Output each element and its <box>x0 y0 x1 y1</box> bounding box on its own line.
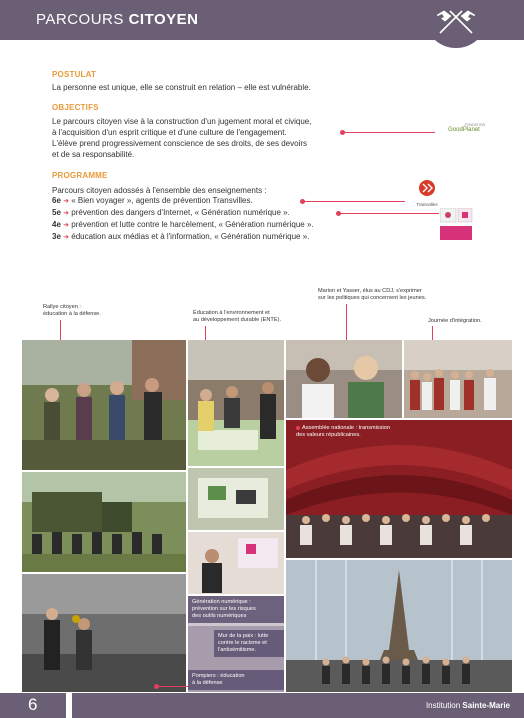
connector-line <box>343 132 435 133</box>
caption-cdj: Marion et Yasser, élus au CDJ, s'exprimer sur les politiques qui concernent les jeunes. <box>318 288 427 302</box>
caption-pointer <box>60 320 61 340</box>
caption-rallye: Rallye citoyen : éducation à la défense. <box>43 304 101 318</box>
objectifs-label: OBJECTIFS <box>52 103 99 112</box>
programme-item-3e: 3e ➜ éducation aux médias et à l'information, « Génération numérique ». <box>52 232 310 241</box>
programme-item-5e: 5e ➜ prévention des dangers d'Internet, « Génération numérique ». <box>52 208 290 217</box>
objectifs-line-4: et de sa responsabilité. <box>52 150 135 159</box>
objectifs-line-1: Le parcours citoyen vise à la construction d'un jugement moral et civique, <box>52 117 312 126</box>
footer-divider <box>66 693 72 718</box>
caption-generation: Génération numérique : prévention sur les risques des outils numériques <box>188 596 284 623</box>
photo-integration <box>404 340 512 418</box>
crossed-flags-icon <box>432 6 480 36</box>
objectifs-line-3: L'élève prend progressivement conscience de ses droits, de ses devoirs <box>52 139 307 148</box>
page-footer <box>0 693 524 718</box>
connector-line <box>303 201 405 202</box>
goodplanet-logo: FONDATION GoodPlanet <box>448 123 485 133</box>
postulat-label: POSTULAT <box>52 70 97 79</box>
caption-pointer <box>205 326 206 340</box>
photo-cdj <box>286 340 402 418</box>
institution-name: Institution Sainte-Marie <box>425 701 510 710</box>
bullet-icon <box>296 426 300 430</box>
photo-atelier <box>188 468 284 530</box>
caption-paix: Mur de la paix : lutte contre le racisme et l'antisémitisme. <box>214 630 284 657</box>
photo-pompiers <box>22 574 186 692</box>
caption-assemblee: Assemblée nationale : transmission des valeurs républicaines. <box>296 425 390 438</box>
objectifs-line-2: à l'acquisition d'un esprit critique et d'une culture de l'engagement. <box>52 128 287 137</box>
caption-environnement: Éducation à l'environnement et au développement durable (ENTE). <box>193 310 281 324</box>
caption-pompiers: Pompiers : éducation à la défense <box>188 670 284 690</box>
caption-pointer <box>432 326 433 340</box>
page-title: PARCOURS CITOYEN <box>36 11 199 28</box>
caption-integration: Journée d'intégration. <box>428 318 482 324</box>
photo-assemblee <box>286 420 512 558</box>
photo-rallye-citoyen <box>22 340 186 470</box>
connector-line <box>339 213 439 214</box>
programme-label: PROGRAMME <box>52 171 108 180</box>
photo-generation-numerique <box>188 532 284 594</box>
photo-tour-eiffel <box>286 560 512 692</box>
photo-armee <box>22 472 186 572</box>
photo-environnement <box>188 340 284 466</box>
page-number: 6 <box>28 695 38 714</box>
transvilles-logo: Transvilles <box>406 179 448 205</box>
connector-line <box>157 686 188 687</box>
caption-pointer <box>346 304 347 340</box>
generation-numerique-logo <box>440 208 490 242</box>
programme-intro: Parcours citoyen adossés à l'ensemble des enseignements : <box>52 186 267 195</box>
programme-item-4e: 4e ➜ prévention et lutte contre le harcèlement, « Génération numérique ». <box>52 220 314 229</box>
programme-item-6e: 6e ➜ « Bien voyager », agents de prévention Transvilles. <box>52 196 253 205</box>
postulat-text: La personne est unique, elle se construit en relation – elle est vulnérable. <box>52 83 311 92</box>
